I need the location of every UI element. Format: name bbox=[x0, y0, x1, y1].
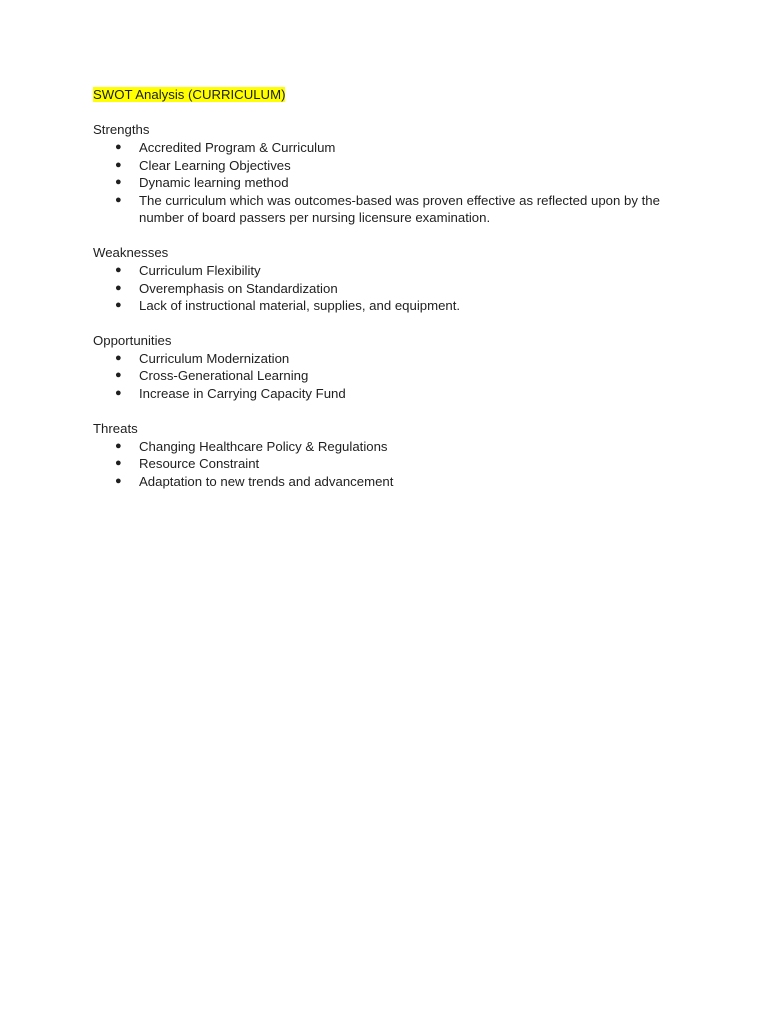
list-item bbox=[93, 262, 669, 280]
section-heading: Threats bbox=[93, 420, 138, 436]
list-item-text: Dynamic learning method bbox=[139, 175, 289, 191]
list-item bbox=[93, 192, 669, 227]
bullet-icon: ● bbox=[115, 474, 122, 487]
document-page bbox=[93, 86, 673, 507]
list-item-text: Resource Constraint bbox=[139, 456, 260, 472]
list-item-text: Changing Healthcare Policy & Regulations bbox=[139, 438, 388, 454]
bullet-list bbox=[93, 262, 673, 315]
section-opportunities bbox=[93, 332, 673, 403]
title-line bbox=[93, 86, 673, 104]
bullet-icon: ● bbox=[115, 176, 122, 189]
list-item-text: Clear Learning Objectives bbox=[139, 157, 291, 173]
bullet-list bbox=[93, 438, 673, 491]
list-item-text: Overemphasis on Standardization bbox=[139, 280, 338, 296]
bullet-icon: ● bbox=[115, 457, 122, 470]
bullet-icon: ● bbox=[115, 351, 122, 364]
bullet-list bbox=[93, 350, 673, 403]
list-item-text: Curriculum Flexibility bbox=[139, 262, 261, 278]
bullet-list bbox=[93, 139, 673, 227]
list-item-text: Cross-Generational Learning bbox=[139, 368, 309, 384]
list-item-text: Lack of instructional material, supplies, and equipment. bbox=[139, 298, 461, 314]
list-item bbox=[93, 385, 669, 403]
list-item bbox=[93, 473, 669, 491]
document-title: SWOT Analysis (CURRICULUM) bbox=[93, 87, 286, 102]
bullet-icon: ● bbox=[115, 281, 122, 294]
section-weaknesses bbox=[93, 244, 673, 315]
bullet-icon: ● bbox=[115, 299, 122, 312]
list-item-text: Increase in Carrying Capacity Fund bbox=[139, 385, 346, 401]
list-item bbox=[93, 367, 669, 385]
bullet-icon: ● bbox=[115, 141, 122, 153]
list-item bbox=[93, 350, 669, 368]
list-item bbox=[93, 280, 669, 298]
list-item bbox=[93, 438, 669, 456]
list-item-text: The curriculum which was outcomes-based was proven effective as reflected upon by the number of board passers per nursing licensure examination. bbox=[139, 192, 660, 226]
section-heading: Weaknesses bbox=[93, 244, 169, 260]
section-strengths bbox=[93, 121, 673, 227]
section-heading: Strengths bbox=[93, 122, 150, 137]
bullet-icon: ● bbox=[115, 439, 122, 452]
list-item-text: Accredited Program & Curriculum bbox=[139, 140, 336, 155]
bullet-icon: ● bbox=[115, 263, 122, 276]
list-item bbox=[93, 297, 669, 315]
bullet-icon: ● bbox=[115, 369, 122, 382]
list-item bbox=[93, 139, 669, 157]
list-item-text: Adaptation to new trends and advancement bbox=[139, 473, 394, 489]
section-threats bbox=[93, 420, 673, 491]
bullet-icon: ● bbox=[115, 158, 122, 171]
list-item-text: Curriculum Modernization bbox=[139, 350, 290, 366]
bullet-icon: ● bbox=[115, 193, 122, 206]
list-item bbox=[93, 455, 669, 473]
list-item bbox=[93, 157, 669, 175]
bullet-icon: ● bbox=[115, 386, 122, 399]
section-heading: Opportunities bbox=[93, 332, 172, 348]
list-item bbox=[93, 174, 669, 192]
